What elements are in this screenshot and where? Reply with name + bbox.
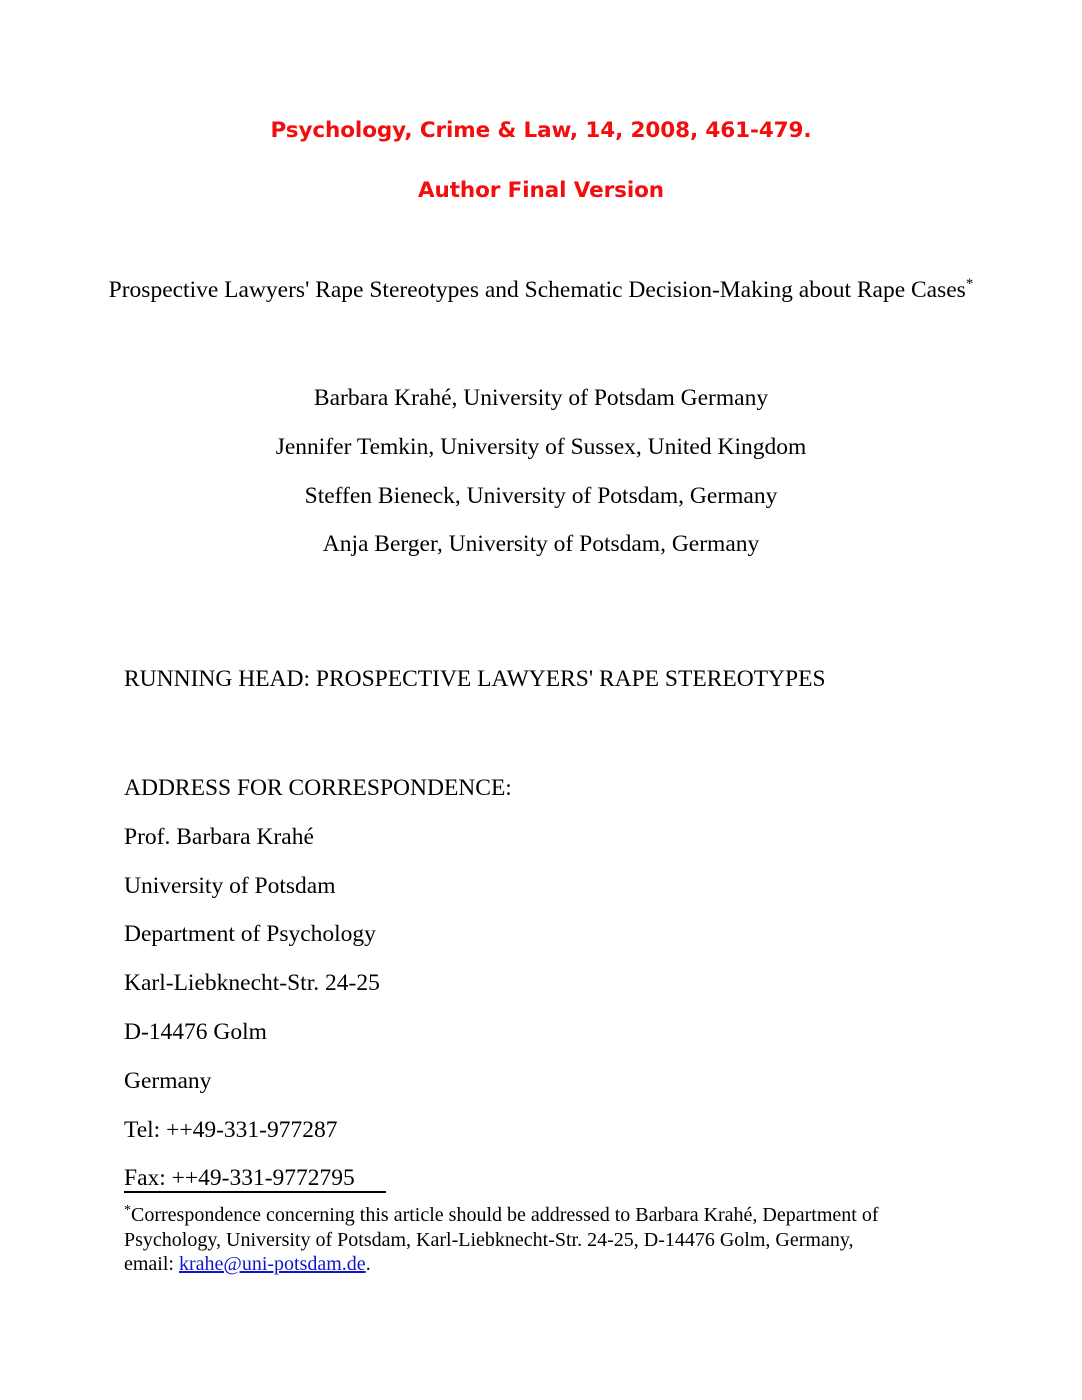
correspondence-block: [124, 764, 824, 1203]
footnote-separator-rule: [124, 1191, 386, 1193]
journal-citation: Psychology, Crime & Law, 14, 2008, 461-479.: [270, 118, 812, 143]
title-footnote-marker: *: [965, 276, 974, 292]
paper-title-text: Prospective Lawyers' Rape Stereotypes and Schematic Decision-Making about Rape Cases: [108, 277, 966, 303]
author-line: Barbara Krahé, University of Potsdam Germany: [313, 385, 769, 411]
address-line: Tel: ++49-331-977287: [124, 1116, 338, 1143]
address-line: University of Potsdam: [124, 872, 336, 899]
footnote-marker: *: [124, 1203, 131, 1218]
address-line: Department of Psychology: [124, 921, 376, 948]
address-line: Fax: ++49-331-9772795: [124, 1165, 355, 1192]
footnote: [124, 1203, 884, 1277]
author-list: [0, 374, 1082, 569]
running-head: RUNNING HEAD: PROSPECTIVE LAWYERS' RAPE STEREOTYPES: [124, 666, 826, 692]
address-line: Karl-Liebknecht-Str. 24-25: [124, 970, 380, 997]
email-link[interactable]: krahe@uni-potsdam.de: [178, 1253, 366, 1275]
address-line: D-14476 Golm: [124, 1018, 267, 1045]
address-line: Prof. Barbara Krahé: [124, 823, 314, 850]
journal-header: [0, 120, 1082, 201]
author-line: Anja Berger, University of Potsdam, Germany: [322, 531, 760, 558]
page-title: [0, 276, 1082, 305]
author-line: Jennifer Temkin, University of Sussex, United Kingdom: [275, 433, 807, 460]
author-line: Steffen Bieneck, University of Potsdam, Germany: [304, 482, 778, 509]
journal-version-label: Author Final Version: [417, 177, 664, 203]
address-line: Germany: [124, 1067, 212, 1094]
footnote-text-trailing: .: [365, 1253, 371, 1275]
correspondence-heading: ADDRESS FOR CORRESPONDENCE:: [124, 775, 512, 801]
footnote-text: Correspondence concerning this article should be addressed to Barbara Krahé, Department of Psychology, University of Potsdam, Karl-Liebknecht-Str. 24-25, D-14476 Golm, Germany, email:: [124, 1204, 879, 1275]
